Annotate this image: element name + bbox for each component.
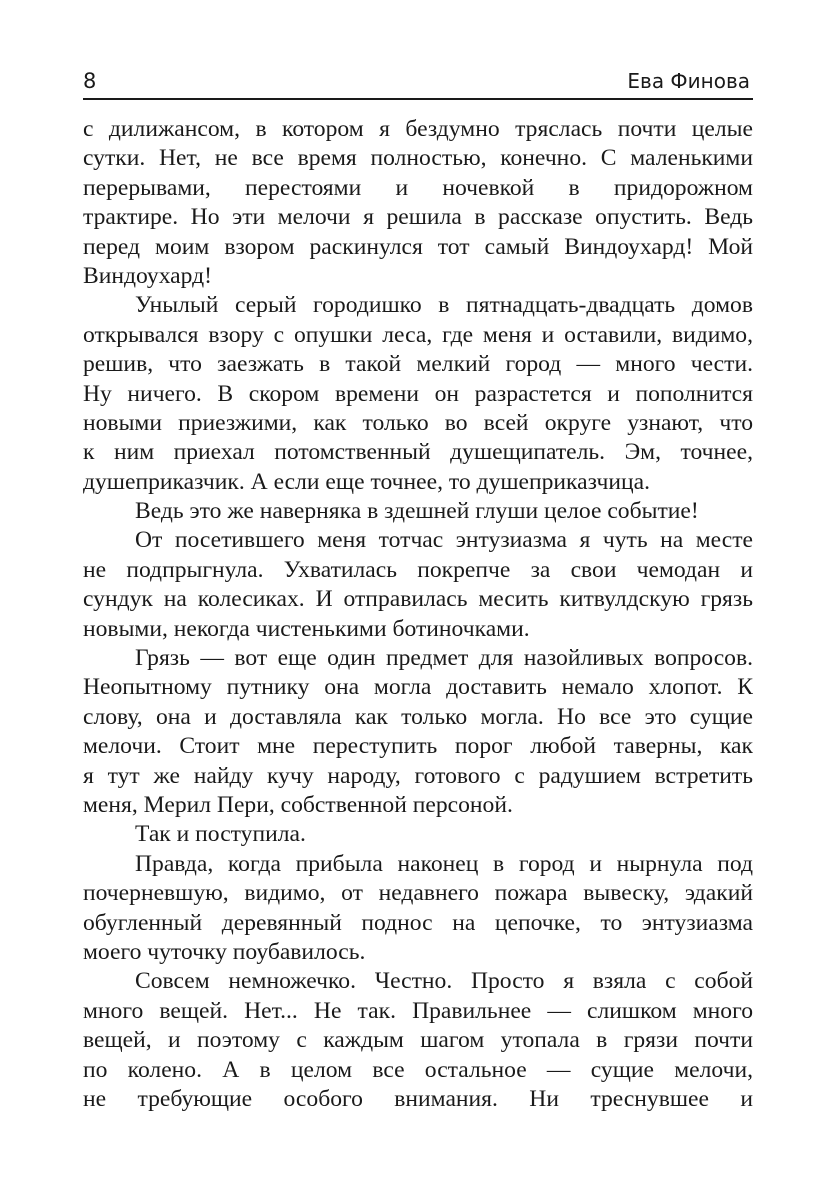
paragraph <box>83 967 753 1114</box>
text-line: Ведь это же наверняка в здешней глуши целое событие! <box>135 498 699 525</box>
text-line: к ним приехал потомственный душещипатель. Эм, точнее, <box>83 439 753 466</box>
running-head-author: Ева Финова <box>627 69 750 93</box>
text-line: мелочи. Стоит мне переступить порог любой таверны, как <box>83 733 753 760</box>
paragraph <box>83 850 753 968</box>
text-line: новыми, некогда чистенькими ботиночками. <box>83 615 530 642</box>
text-line: слову, она и доставляла как только могла. Но все это сущие <box>83 703 753 730</box>
paragraph <box>83 820 753 849</box>
text-line: Совсем немножечко. Честно. Просто я взяла с собой <box>135 968 753 995</box>
text-line: перед моим взором раскинулся тот самый Виндоухард! Мой <box>83 233 753 260</box>
text-line: Неопытному путнику она могла доставить немало хлопот. К <box>83 674 753 701</box>
page-number: 8 <box>83 69 97 93</box>
text-line: вещей, и поэтому с каждым шагом утопала в грязи почти <box>83 1027 753 1054</box>
header-rule <box>83 98 753 100</box>
text-line: трактире. Но эти мелочи я решила в рассказе опустить. Ведь <box>83 204 753 231</box>
text-line: Унылый серый городишко в пятнадцать-двадцать домов <box>135 292 753 319</box>
text-line: с дилижансом, в котором я бездумно тряслась почти целые <box>83 116 753 142</box>
text-line: почерневшую, видимо, от недавнего пожара вывеску, эдакий <box>83 880 753 907</box>
body-text <box>83 115 753 1114</box>
text-line: новыми приезжими, как только во всей округе узнают, что <box>83 409 753 436</box>
text-line: открывался взору с опушки леса, где меня и оставили, видимо, <box>83 321 753 348</box>
paragraph <box>83 115 753 291</box>
text-line: Виндоухард! <box>83 262 212 289</box>
text-line: душеприказчик. А если еще точнее, то душеприказчица. <box>83 468 650 495</box>
text-line: сундук на колесиках. И отправилась месить китвулдскую грязь <box>83 586 753 613</box>
text-line: много вещей. Нет... Не так. Правильнее — слишком много <box>83 997 753 1024</box>
text-line: перерывами, перестоями и ночевкой в придорожном <box>83 174 753 201</box>
text-line: я тут же найду кучу народу, готового с радушием встретить <box>83 762 753 789</box>
paragraph <box>83 644 753 820</box>
text-line: решив, что заезжать в такой мелкий город — много чести. <box>83 351 753 378</box>
text-line: От посетившего меня тотчас энтузиазма я чуть на месте <box>135 527 753 554</box>
page-header <box>83 66 750 98</box>
paragraph <box>83 497 753 526</box>
text-line: меня, Мерил Пери, собственной персоной. <box>83 791 513 818</box>
text-line: не требующие особого внимания. Ни треснувшее и <box>83 1085 753 1112</box>
text-line: Грязь — вот еще один предмет для назойливых вопросов. <box>135 645 753 672</box>
text-line: Ну ничего. В скором времени он разрастется и пополнится <box>83 380 753 407</box>
text-line: обугленный деревянный поднос на цепочке, то энтузиазма <box>83 909 753 936</box>
text-line: Правда, когда прибыла наконец в город и нырнула под <box>135 850 753 877</box>
text-line: по колено. А в целом все остальное — сущие мелочи, <box>83 1056 753 1083</box>
text-line: не подпрыгнула. Ухватилась покрепче за свои чемодан и <box>83 556 753 583</box>
text-line: сутки. Нет, не все время полностью, конечно. С маленькими <box>83 145 753 172</box>
paragraph <box>83 291 753 497</box>
paragraph <box>83 526 753 644</box>
text-line: Так и поступила. <box>135 821 306 848</box>
text-line: моего чуточку поубавилось. <box>83 938 366 965</box>
